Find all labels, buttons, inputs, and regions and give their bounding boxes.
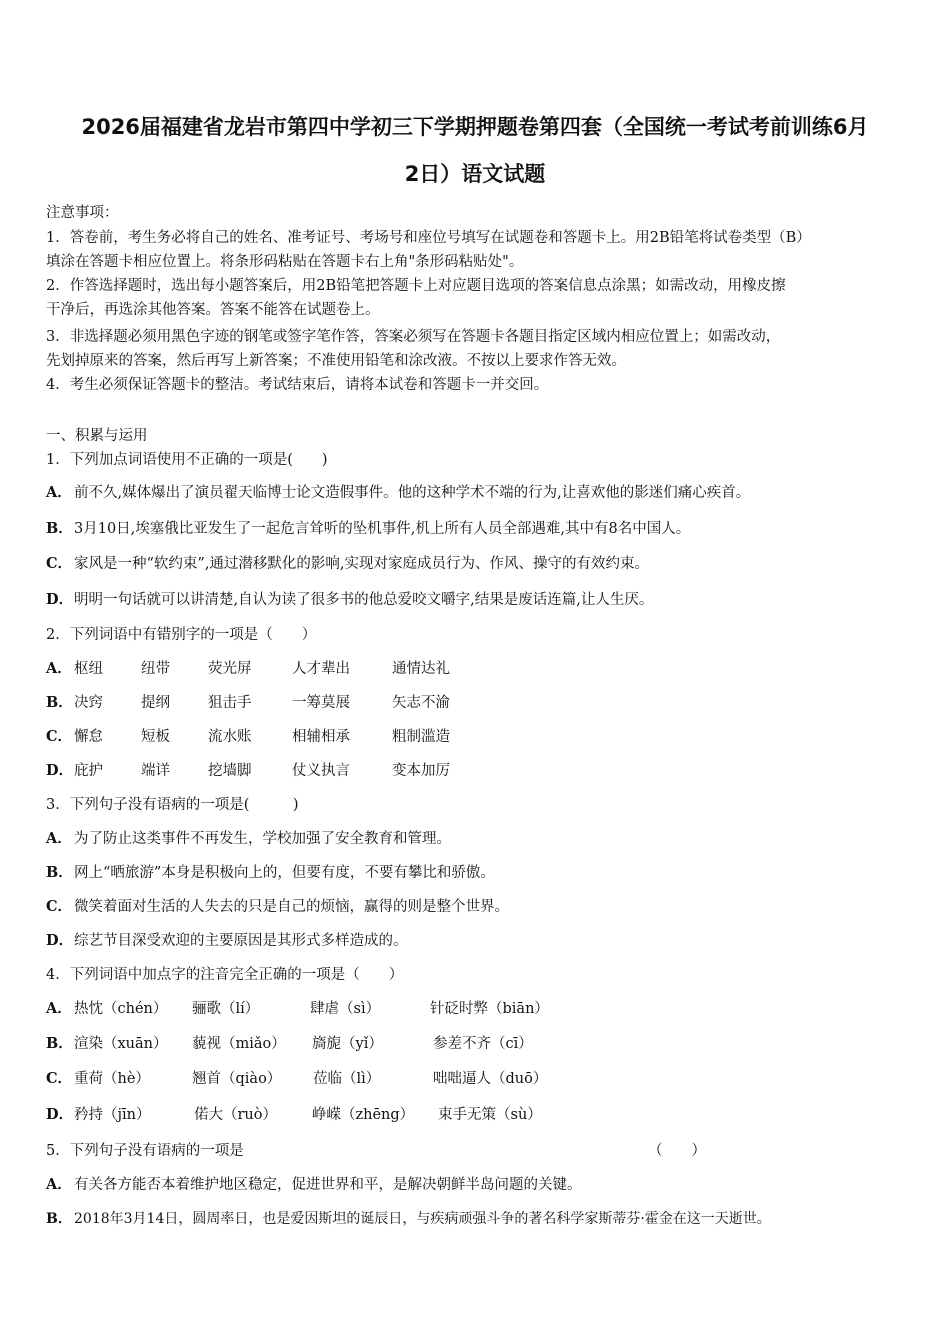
q4-word: 咄咄逼人（duō） bbox=[433, 1071, 548, 1087]
page-title-line1: 2026届福建省龙岩市第四中学初三下学期押题卷第四套（全国统一考试考前训练6月 bbox=[81, 115, 869, 139]
option-label: B． bbox=[46, 1211, 72, 1227]
q2-word: 相辅相承 bbox=[292, 729, 350, 745]
q4-word: 束手无策（sù） bbox=[438, 1107, 542, 1123]
option-text: 微笑着面对生活的人失去的只是自己的烦恼，赢得的则是整个世界。 bbox=[74, 899, 509, 915]
q2-word: 庇护 bbox=[74, 763, 103, 779]
option-text: 明明一句话就可以讲清楚,自认为读了很多书的他总爱咬文嚼字,结果是废话连篇,让人生厌。 bbox=[74, 592, 654, 608]
q2-word: 挖墙脚 bbox=[208, 763, 252, 779]
option-label: C． bbox=[46, 555, 73, 572]
page-title-line2: 2日）语文试题 bbox=[404, 162, 546, 186]
q5-answer-paren: （ ） bbox=[648, 1143, 706, 1159]
option-text: 2018年3月14日，圆周率日，也是爱因斯坦的诞辰日，与疾病顽强斗争的著名科学家斯蒂芬·霍金在这一天逝世。 bbox=[74, 1211, 771, 1227]
q3-option-b bbox=[46, 863, 495, 883]
q1-option-c bbox=[46, 554, 649, 574]
q2-word: 枢纽 bbox=[74, 661, 103, 677]
notice-line: 1．答卷前，考生务必将自己的姓名、准考证号、考场号和座位号填写在试题卷和答题卡上。用2B铅笔将试卷类型（B） bbox=[46, 230, 811, 246]
option-label: A． bbox=[46, 830, 72, 847]
option-label: C． bbox=[46, 898, 73, 915]
q1-option-b bbox=[46, 519, 690, 539]
option-text: 综艺节目深受欢迎的主要原因是其形式多样造成的。 bbox=[74, 933, 408, 949]
q2-word: 通情达礼 bbox=[392, 661, 450, 677]
q5-option-a bbox=[46, 1175, 582, 1195]
q3-stem: 3．下列句子没有语病的一项是( ) bbox=[46, 797, 299, 813]
q4-word: 藐视（miǎo） bbox=[192, 1036, 286, 1052]
q4-word: 翘首（qiào） bbox=[192, 1071, 282, 1087]
q2-row-label: D． bbox=[46, 762, 74, 779]
option-label: B． bbox=[46, 864, 73, 881]
q4-word: 骊歌（lí） bbox=[192, 1001, 260, 1017]
option-text: 网上“晒旅游”本身是积极向上的，但要有度，不要有攀比和骄傲。 bbox=[74, 865, 495, 881]
q4-row-label: A． bbox=[46, 1000, 72, 1017]
q2-word: 纽带 bbox=[141, 661, 170, 677]
q2-row-label: C． bbox=[46, 728, 73, 745]
q4-word: 峥嵘（zhēng） bbox=[312, 1107, 415, 1123]
option-label: A． bbox=[46, 1176, 72, 1193]
q4-word: 肆虐（sì） bbox=[310, 1001, 381, 1017]
q2-word: 人才辈出 bbox=[292, 661, 350, 677]
q3-option-d bbox=[46, 931, 408, 951]
q2-word: 矢志不渝 bbox=[392, 695, 450, 711]
q4-word: 热忱（chén） bbox=[74, 1001, 168, 1017]
q2-word: 提纲 bbox=[141, 695, 170, 711]
q2-row-label: B． bbox=[46, 694, 73, 711]
option-text: 前不久,媒体爆出了演员翟天临博士论文造假事件。他的这种学术不端的行为,让喜欢他的影迷们痛心疾首。 bbox=[74, 485, 751, 501]
notice-line: 2．作答选择题时，选出每小题答案后，用2B铅笔把答题卡上对应题目选项的答案信息点涂黑；如需改动，用橡皮擦 bbox=[46, 278, 786, 294]
notice-line: 填涂在答题卡相应位置上。将条形码粘贴在答题卡右上角"条形码粘贴处"。 bbox=[46, 254, 524, 270]
q2-word: 决窍 bbox=[74, 695, 103, 711]
q1-option-a bbox=[46, 483, 750, 503]
notice-line: 先划掉原来的答案，然后再写上新答案；不准使用铅笔和涂改液。不按以上要求作答无效。 bbox=[46, 353, 626, 369]
notice-line: 干净后，再选涂其他答案。答案不能答在试题卷上。 bbox=[46, 302, 380, 318]
q4-row-label: B． bbox=[46, 1035, 73, 1052]
q2-stem: 2．下列词语中有错别字的一项是（ ） bbox=[46, 627, 317, 643]
notice-line: 3．非选择题必须用黑色字迹的钢笔或签字笔作答，答案必须写在答题卡各题目指定区域内相应位置上；如需改动， bbox=[46, 329, 781, 345]
q4-word: 旖旎（yǐ） bbox=[312, 1036, 383, 1052]
notice-heading: 注意事项： bbox=[46, 205, 119, 221]
section-heading: 一、积累与运用 bbox=[46, 428, 148, 444]
q3-option-c bbox=[46, 897, 509, 917]
q4-word: 莅临（lì） bbox=[313, 1071, 381, 1087]
q4-word: 渲染（xuān） bbox=[74, 1036, 168, 1052]
q1-option-d bbox=[46, 590, 653, 610]
option-label: D． bbox=[46, 591, 74, 608]
q2-word: 仗义执言 bbox=[292, 763, 350, 779]
notice-line: 4．考生必须保证答题卡的整洁。考试结束后，请将本试卷和答题卡一并交回。 bbox=[46, 377, 549, 393]
q4-word: 矜持（jīn） bbox=[74, 1107, 151, 1123]
q2-word: 粗制滥造 bbox=[392, 729, 450, 745]
q5-option-b bbox=[46, 1209, 771, 1229]
option-text: 有关各方能否本着维护地区稳定，促进世界和平，是解决朝鲜半岛问题的关键。 bbox=[74, 1177, 582, 1193]
q2-word: 端详 bbox=[141, 763, 170, 779]
q4-stem: 4．下列词语中加点字的注音完全正确的一项是（ ） bbox=[46, 967, 404, 983]
q4-word: 偌大（ruò） bbox=[194, 1107, 277, 1123]
q2-row-label: A． bbox=[46, 660, 72, 677]
option-label: A． bbox=[46, 484, 72, 501]
q2-word: 懈怠 bbox=[74, 729, 103, 745]
q2-word: 变本加厉 bbox=[392, 763, 450, 779]
q3-option-a bbox=[46, 829, 451, 849]
option-text: 为了防止这类事件不再发生，学校加强了安全教育和管理。 bbox=[74, 831, 451, 847]
q1-stem: 1．下列加点词语使用不正确的一项是( ) bbox=[46, 452, 328, 468]
q2-word: 短板 bbox=[141, 729, 170, 745]
q2-word: 一筹莫展 bbox=[292, 695, 350, 711]
q4-word: 针砭时弊（biān） bbox=[430, 1001, 549, 1017]
q4-row-label: D． bbox=[46, 1106, 74, 1123]
q2-word: 荧光屏 bbox=[208, 661, 252, 677]
q4-row-label: C． bbox=[46, 1070, 73, 1087]
option-text: 家风是一种“软约束”,通过潜移默化的影响,实现对家庭成员行为、作风、操守的有效约束。 bbox=[74, 556, 650, 572]
q4-word: 重荷（hè） bbox=[74, 1071, 150, 1087]
q5-stem: 5．下列句子没有语病的一项是 bbox=[46, 1143, 244, 1159]
q4-word: 参差不齐（cī） bbox=[433, 1036, 533, 1052]
option-text: 3月10日,埃塞俄比亚发生了一起危言耸听的坠机事件,机上所有人员全部遇难,其中有8名中国人。 bbox=[74, 521, 691, 537]
q2-word: 狙击手 bbox=[208, 695, 252, 711]
q2-word: 流水账 bbox=[208, 729, 252, 745]
option-label: B． bbox=[46, 520, 73, 537]
option-label: D． bbox=[46, 932, 74, 949]
